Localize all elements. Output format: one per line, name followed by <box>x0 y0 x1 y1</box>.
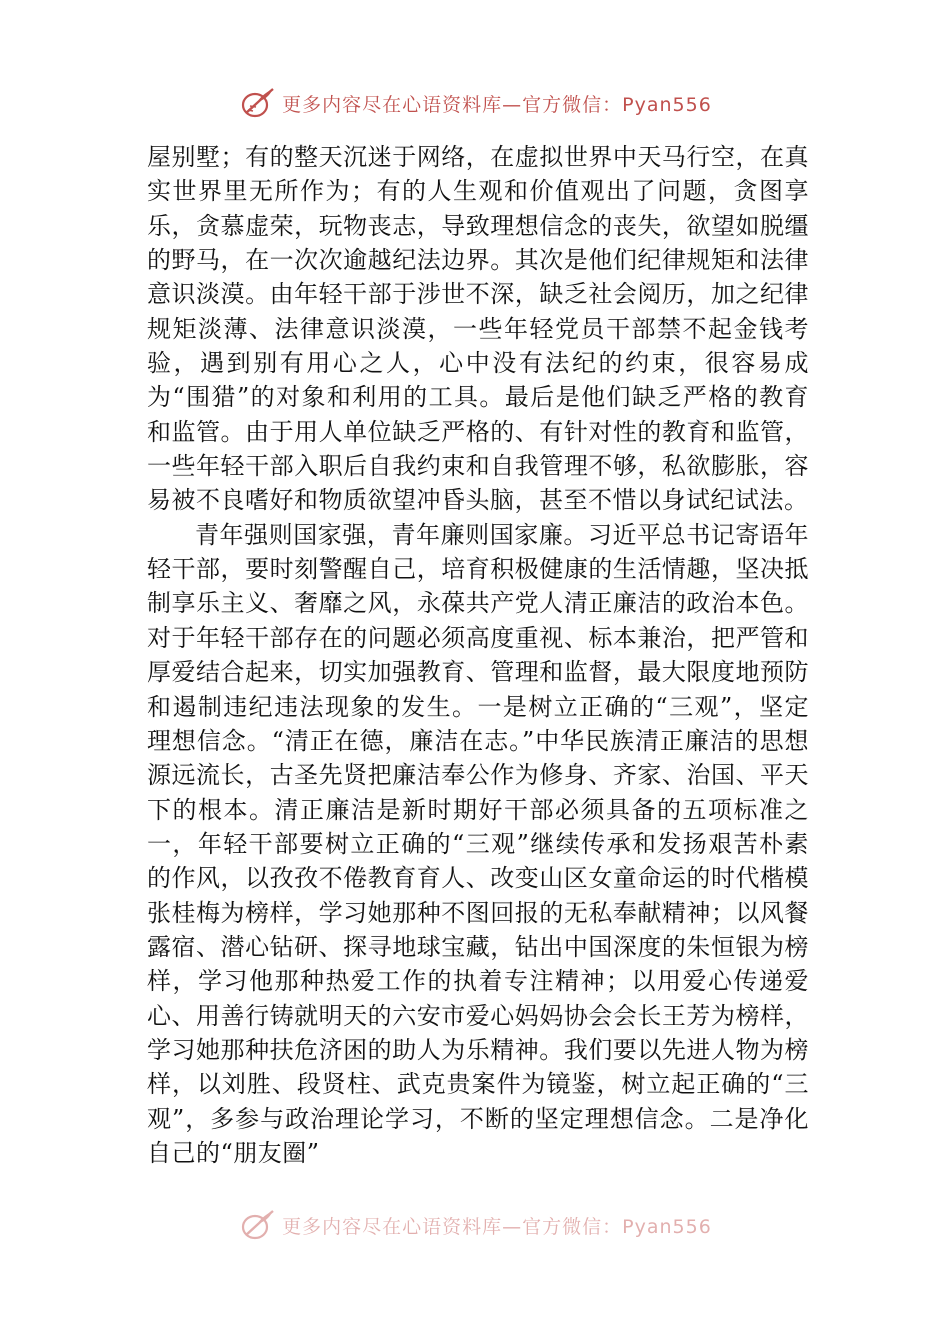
footer-watermark <box>0 1208 950 1242</box>
feather-logo-icon <box>238 86 276 120</box>
paragraph-2: 青年强则国家强，青年廉则国家廉。习近平总书记寄语年轻干部，要时刻警醒自己，培育积极健康的生活情趣，坚决抵制享乐主义、奢靡之风，永葆共产党人清正廉洁的政治本色。对于年轻干部存在的问题必须高度重视、标本兼治，把严管和厚爱结合起来，切实加强教育、管理和监督，最大限度地预防和遏制违纪违法现象的发生。一是树立正确的“三观”，坚定理想信念。“清正在德，廉洁在志。”中华民族清正廉洁的思想源远流长，古圣先贤把廉洁奉公作为修身、齐家、治国、平天下的根本。清正廉洁是新时期好干部必须具备的五项标准之一，年轻干部要树立正确的“三观”继续传承和发扬艰苦朴素的作风，以孜孜不倦教育育人、改变山区女童命运的时代楷模张桂梅为榜样，学习她那种不图回报的无私奉献精神；以风餐露宿、潜心钻研、探寻地球宝藏，钻出中国深度的朱恒银为榜样，学习他那种热爱工作的执着专注精神；以用爱心传递爱心、用善行铸就明天的六安市爱心妈妈协会会长王芳为榜样，学习她那种扶危济困的助人为乐精神。我们要以先进人物为榜样，以刘胜、段贤柱、武克贵案件为镜鉴，树立起正确的“三观”，多参与政治理论学习，不断的坚定理想信念。二是净化自己的“朋友圈” <box>147 520 809 1167</box>
watermark-text: 更多内容尽在心语资料库—官方微信：Pyan556 <box>282 1215 712 1238</box>
paragraph-1: 屋别墅；有的整天沉迷于网络，在虚拟世界中天马行空，在真实世界里无所作为；有的人生观和价值观出了问题，贪图享乐，贪慕虚荣，玩物丧志，导致理想信念的丧失，欲望如脱缰的野马，在一次次逾越纪法边界。其次是他们纪律规矩和法律意识淡漠。由年轻干部于涉世不深，缺乏社会阅历，加之纪律规矩淡薄、法律意识淡漠，一些年轻党员干部禁不起金钱考验，遇到别有用心之人，心中没有法纪的约束，很容易成为“围猎”的对象和利用的工具。最后是他们缺乏严格的教育和监管。由于用人单位缺乏严格的、有针对性的教育和监管，一些年轻干部入职后自我约束和自我管理不够，私欲膨胀，容易被不良嗜好和物质欲望冲昏头脑，甚至不惜以身试纪试法。 <box>147 143 809 515</box>
header-watermark <box>0 86 950 120</box>
feather-logo-icon <box>238 1208 276 1242</box>
watermark-text: 更多内容尽在心语资料库—官方微信：Pyan556 <box>282 93 712 116</box>
document-body <box>147 140 809 1170</box>
